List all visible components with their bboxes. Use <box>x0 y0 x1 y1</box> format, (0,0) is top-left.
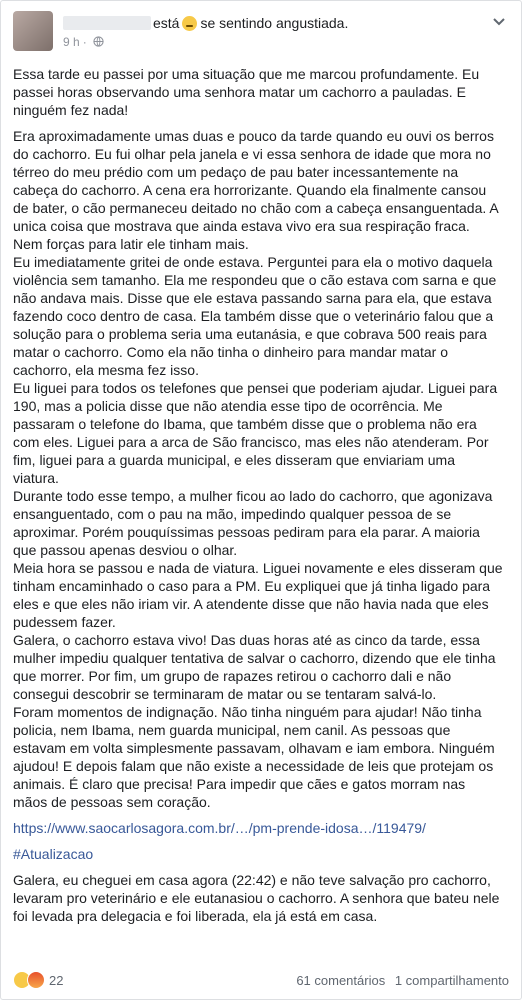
post-header <box>13 11 509 55</box>
post-text-line: Meia hora se passou e nada de viatura. Liguei novamente e eles disseram que <box>13 560 503 576</box>
post-text-line: foi levada pra delegacia e foi liberada, ela já está em casa. <box>13 908 378 924</box>
post-time[interactable]: 9 h <box>63 35 80 49</box>
post-text-line: viatura. <box>13 470 59 486</box>
post-paragraph-1 <box>13 65 507 119</box>
post-text-line: violência sem tamanho. Ela me respondeu que o cão estava com sarna e que <box>13 272 497 288</box>
chevron-down-icon[interactable] <box>489 15 509 31</box>
reactions-summary[interactable] <box>13 971 63 989</box>
article-link[interactable]: https://www.saocarlosagora.com.br/…/pm-prende-idosa…/119479/ <box>13 820 426 836</box>
hashtag-link[interactable]: #Atualizacao <box>13 846 94 862</box>
post-text-line: cachorro, ela mesma fez isso. <box>13 362 199 378</box>
update-paragraph <box>13 871 507 925</box>
post-paragraph-2 <box>13 127 507 811</box>
post-text-line: 190, mas a policia disse que não atendia esse tipo de ocorrência. Me <box>13 398 443 414</box>
feeling-emoji-icon <box>182 16 197 31</box>
post-text-line: fazendo coco dentro de casa. Ela também disse que o veterinário falou que a <box>13 308 494 324</box>
globe-icon[interactable] <box>90 35 104 49</box>
author-line <box>63 15 348 31</box>
author-name-redacted[interactable] <box>63 16 151 30</box>
post-text-line: Eu liguei para todos os telefones que pensei que poderiam ajudar. Liguei para <box>13 380 498 396</box>
post-text-line: que passou apenas desviou o olhar. <box>13 542 238 558</box>
hashtag-paragraph <box>13 845 507 863</box>
post-text-line: fim, liguei para a guarda municipal, e eles disseram que enviariam uma <box>13 452 455 468</box>
post-text-line: não andava mais. Disse que ele estava passando sarna para ela, que estava <box>13 290 492 306</box>
post-text-line: estavam em volta simplesmente passavam, olhavam e iam embora. Ninguém <box>13 740 495 756</box>
meta-separator: · <box>82 35 87 49</box>
post-text-line: cabeça do cachorro. A cena era horrorizante. Quando ela finalmente cansou <box>13 182 487 198</box>
post-text-line: levaram pro veterinário e ele eutanasiou o cachorro. A senhora que bateu nele <box>13 890 500 906</box>
post-text-line: aproximar. Porém pouquíssimas pessoas pediram para ela parar. A maioria <box>13 524 480 540</box>
angry-reaction-icon <box>27 971 45 989</box>
status-text: está <box>153 15 180 31</box>
comments-count[interactable]: 61 comentários <box>296 973 386 988</box>
feeling-text[interactable]: se sentindo angustiada. <box>200 15 349 31</box>
post-meta <box>63 35 104 49</box>
post-body <box>13 65 507 933</box>
post-text-line: mulher impediu qualquer tentativa de salvar o cachorro, dizendo que ele tinha <box>13 650 496 666</box>
post-text-line: Nem forças para latir ele tinham mais. <box>13 236 249 252</box>
link-paragraph <box>13 819 507 837</box>
post-text-line: consegui descobrir se terminaram de matar ou se tentaram salvá-lo. <box>13 686 437 702</box>
post-text-line: passei horas observando uma senhora matar um cachorro a pauladas. E <box>13 84 466 100</box>
avatar[interactable] <box>13 11 53 51</box>
post-text-line: mãos de pessoas sem coração. <box>13 794 211 810</box>
shares-count[interactable]: 1 compartilhamento <box>394 973 509 988</box>
post-text-line: que morrer. Por fim, um grupo de rapazes retirou o cachorro dali e não <box>13 668 452 684</box>
post-text-line: policia, nem Ibama, nem guarda municipal, nem canil. As pessoas que <box>13 722 451 738</box>
post-text-line: pudessem fazer. <box>13 614 116 630</box>
post-text-line: com eles. Liguei para a arca de São francisco, mas eles não atenderam. Por <box>13 434 489 450</box>
post-text-line: Eu imediatamente gritei de onde estava. Perguntei para ela o motivo daquela <box>13 254 493 270</box>
post-text-line: tinham encaminhado o caso para a PM. Eu expliquei que já tinha ligado para <box>13 578 491 594</box>
post-text-line: de bater, o cão permaneceu deitado no chão com a cabeça ensanguentada. A <box>13 200 499 216</box>
post-text-line: passaram o telefone do Ibama, que também disse que o problema não era <box>13 416 477 432</box>
post-text-line: ninguém fez nada! <box>13 102 129 118</box>
reaction-count: 22 <box>49 972 64 988</box>
post-text-line: eles e que eles não iriam vir. A atendente disse que não havia nada que eles <box>13 596 489 612</box>
post-text-line: Essa tarde eu passei por uma situação que me marcou profundamente. Eu <box>13 66 480 82</box>
post-text-line: Galera, eu cheguei em casa agora (22:42) e não teve salvação pro cachorro, <box>13 872 491 888</box>
post-text-line: solução para o problema seria uma eutanásia, e que cobrava 500 reais para <box>13 326 487 342</box>
post-text-line: Durante todo esse tempo, a mulher ficou ao lado do cachorro, que agonizava <box>13 488 493 504</box>
post-text-line: ajudou! E depois falam que não existe a necessidade de leis que protejam os <box>13 758 494 774</box>
post-text-line: Foram momentos de indignação. Não tinha ninguém para ajudar! Não tinha <box>13 704 482 720</box>
engagement-counts <box>290 973 509 988</box>
post-text-line: matar o cachorro. Como ela não tinha o dinheiro para mandar matar o <box>13 344 449 360</box>
post-footer <box>13 967 509 993</box>
post-text-line: Galera, o cachorro estava vivo! Das duas horas até as cinco da tarde, essa <box>13 632 480 648</box>
post-text-line: animais. É claro que precisa! Para impedir que cães e gatos morram nas <box>13 776 466 792</box>
post-text-line: térreo do meu prédio com um pedaço de pau bater incessantemente na <box>13 164 459 180</box>
post-text-line: unica coisa que mostrava que ainda estava vivo era sua respiração fraca. <box>13 218 470 234</box>
post-text-line: ensanguentado, com o pau na mão, impedindo qualquer pessoa de se <box>13 506 452 522</box>
post-text-line: Era aproximadamente umas duas e pouco da tarde quando eu ouvi os berros <box>13 128 494 144</box>
post-text-line: do cachorro. Eu fui olhar pela janela e vi essa senhora de idade que mora no <box>13 146 491 162</box>
